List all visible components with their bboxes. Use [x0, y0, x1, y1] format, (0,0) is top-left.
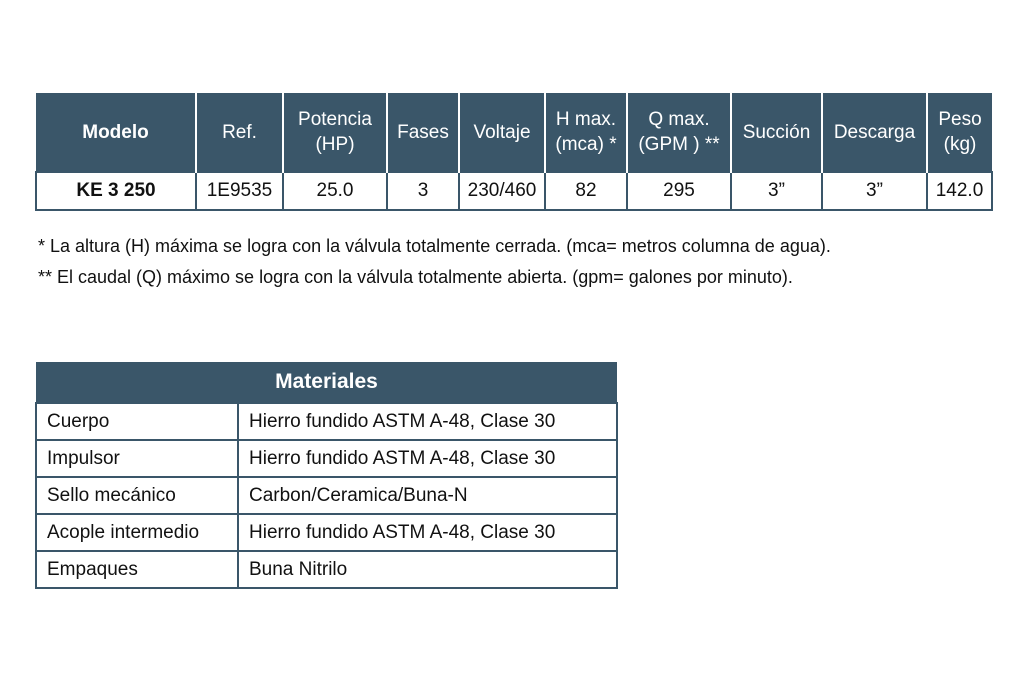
cell-h-max: 82 [545, 172, 627, 210]
header-q-max: Q max. (GPM ) ** [627, 93, 731, 172]
materials-title: Materiales [36, 362, 617, 403]
table-row [36, 440, 617, 477]
cell-potencia: 25.0 [283, 172, 387, 210]
specifications-table [35, 93, 993, 211]
material-value: Hierro fundido ASTM A-48, Clase 30 [238, 440, 617, 477]
material-value: Buna Nitrilo [238, 551, 617, 588]
material-value: Carbon/Ceramica/Buna-N [238, 477, 617, 514]
cell-q-max: 295 [627, 172, 731, 210]
cell-succion: 3” [731, 172, 822, 210]
material-value: Hierro fundido ASTM A-48, Clase 30 [238, 403, 617, 440]
cell-peso: 142.0 [927, 172, 992, 210]
table-row [36, 551, 617, 588]
header-peso: Peso (kg) [927, 93, 992, 172]
cell-ref: 1E9535 [196, 172, 283, 210]
header-descarga: Descarga [822, 93, 927, 172]
header-fases: Fases [387, 93, 459, 172]
material-part: Impulsor [36, 440, 238, 477]
header-voltaje: Voltaje [459, 93, 545, 172]
cell-modelo: KE 3 250 [36, 172, 196, 210]
table-row [36, 172, 992, 210]
header-succion: Succión [731, 93, 822, 172]
materials-header-row [36, 362, 617, 403]
spec-header-row [36, 93, 992, 172]
header-ref: Ref. [196, 93, 283, 172]
material-part: Empaques [36, 551, 238, 588]
footnotes [38, 231, 831, 293]
header-modelo: Modelo [36, 93, 196, 172]
material-part: Acople intermedio [36, 514, 238, 551]
cell-descarga: 3” [822, 172, 927, 210]
header-h-max: H max. (mca) * [545, 93, 627, 172]
header-potencia: Potencia (HP) [283, 93, 387, 172]
material-part: Cuerpo [36, 403, 238, 440]
table-row [36, 514, 617, 551]
footnote-caudal: ** El caudal (Q) máximo se logra con la válvula totalmente abierta. (gpm= galones por minuto). [38, 267, 793, 287]
table-row [36, 403, 617, 440]
materials-table [35, 362, 618, 589]
material-value: Hierro fundido ASTM A-48, Clase 30 [238, 514, 617, 551]
cell-voltaje: 230/460 [459, 172, 545, 210]
cell-fases: 3 [387, 172, 459, 210]
material-part: Sello mecánico [36, 477, 238, 514]
footnote-altura: * La altura (H) máxima se logra con la válvula totalmente cerrada. (mca= metros columna de agua). [38, 236, 831, 256]
table-row [36, 477, 617, 514]
